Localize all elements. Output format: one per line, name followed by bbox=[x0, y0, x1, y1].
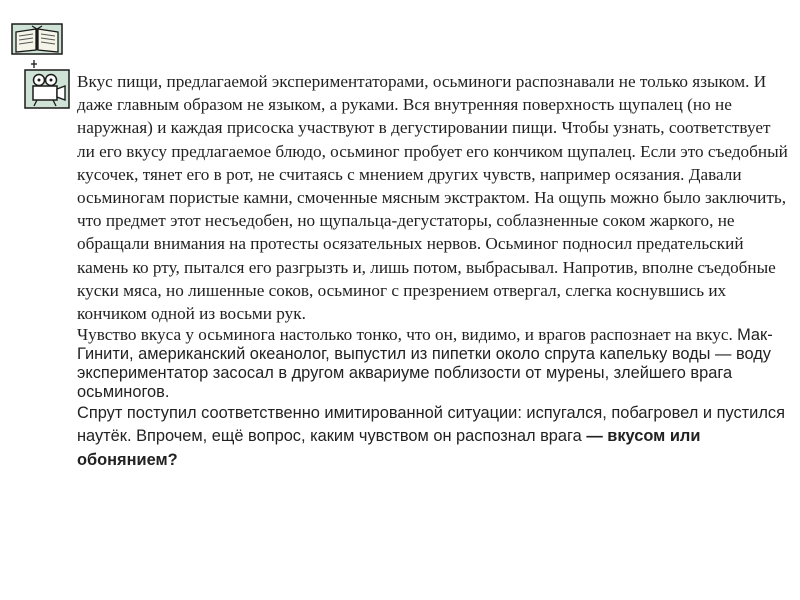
paragraph-2-body: Мак-Гинити, американский океанолог, выпустил из пипетки около спрута капельку воды — воду экспериментатор засосал в другом аквариуме поблизости от мурены, злейшего врага осьминогов. bbox=[77, 326, 773, 402]
article-text bbox=[77, 70, 789, 472]
paragraph-taste-tentacles: Вкус пищи, предлагаемой экспериментаторами, осьминоги распознавали не только языком. И даже главным образом не языком, а руками. Вся внутренняя поверхность щупалец (но не наружная) и каждая присоска участвуют в дегустировании пищи. Чтобы узнать, соответствует ли его вкусу предлагаемое блюдо, осьминог пробует его кончиком щупалец. Если это съедобный кусочек, тянет его в рот, не считаясь с мнением других чувств, например осязания. Давали осьминогам пористые камни, смоченные мясным экстрактом. На ощупь можно было заключить, что предмет этот несъедобен, но щупальца-дегустаторы, соблазненные соком жаркого, не обращали внимания на протесты осязательных нервов. Осьминог подносил предательский камень ко рту, пытался его разгрызть и, лишь потом, выбрасывал. Напротив, вполне съедобные куски мяса, но лишенные соков, осьминог с презрением отвергал, слегка коснувшись их кончиком одной из восьми рук. bbox=[77, 72, 788, 324]
paragraph-conclusion bbox=[77, 402, 789, 472]
book-icon bbox=[10, 22, 64, 56]
film-projector-icon bbox=[24, 60, 70, 110]
paragraph-3-question: — вкусом или обонянием? bbox=[77, 427, 701, 469]
paragraph-2-intro: Чувство вкуса у осьминога настолько тонко, что он, видимо, и врагов распознает на вкус. bbox=[77, 325, 738, 345]
paragraph-mcginity-experiment bbox=[77, 325, 789, 402]
paragraph-3-body: Спрут поступил соответственно имитированной ситуации: испугался, побагровел и пустился наутёк. Впрочем, ещё вопрос, каким чувством он распознал врага bbox=[77, 404, 785, 446]
